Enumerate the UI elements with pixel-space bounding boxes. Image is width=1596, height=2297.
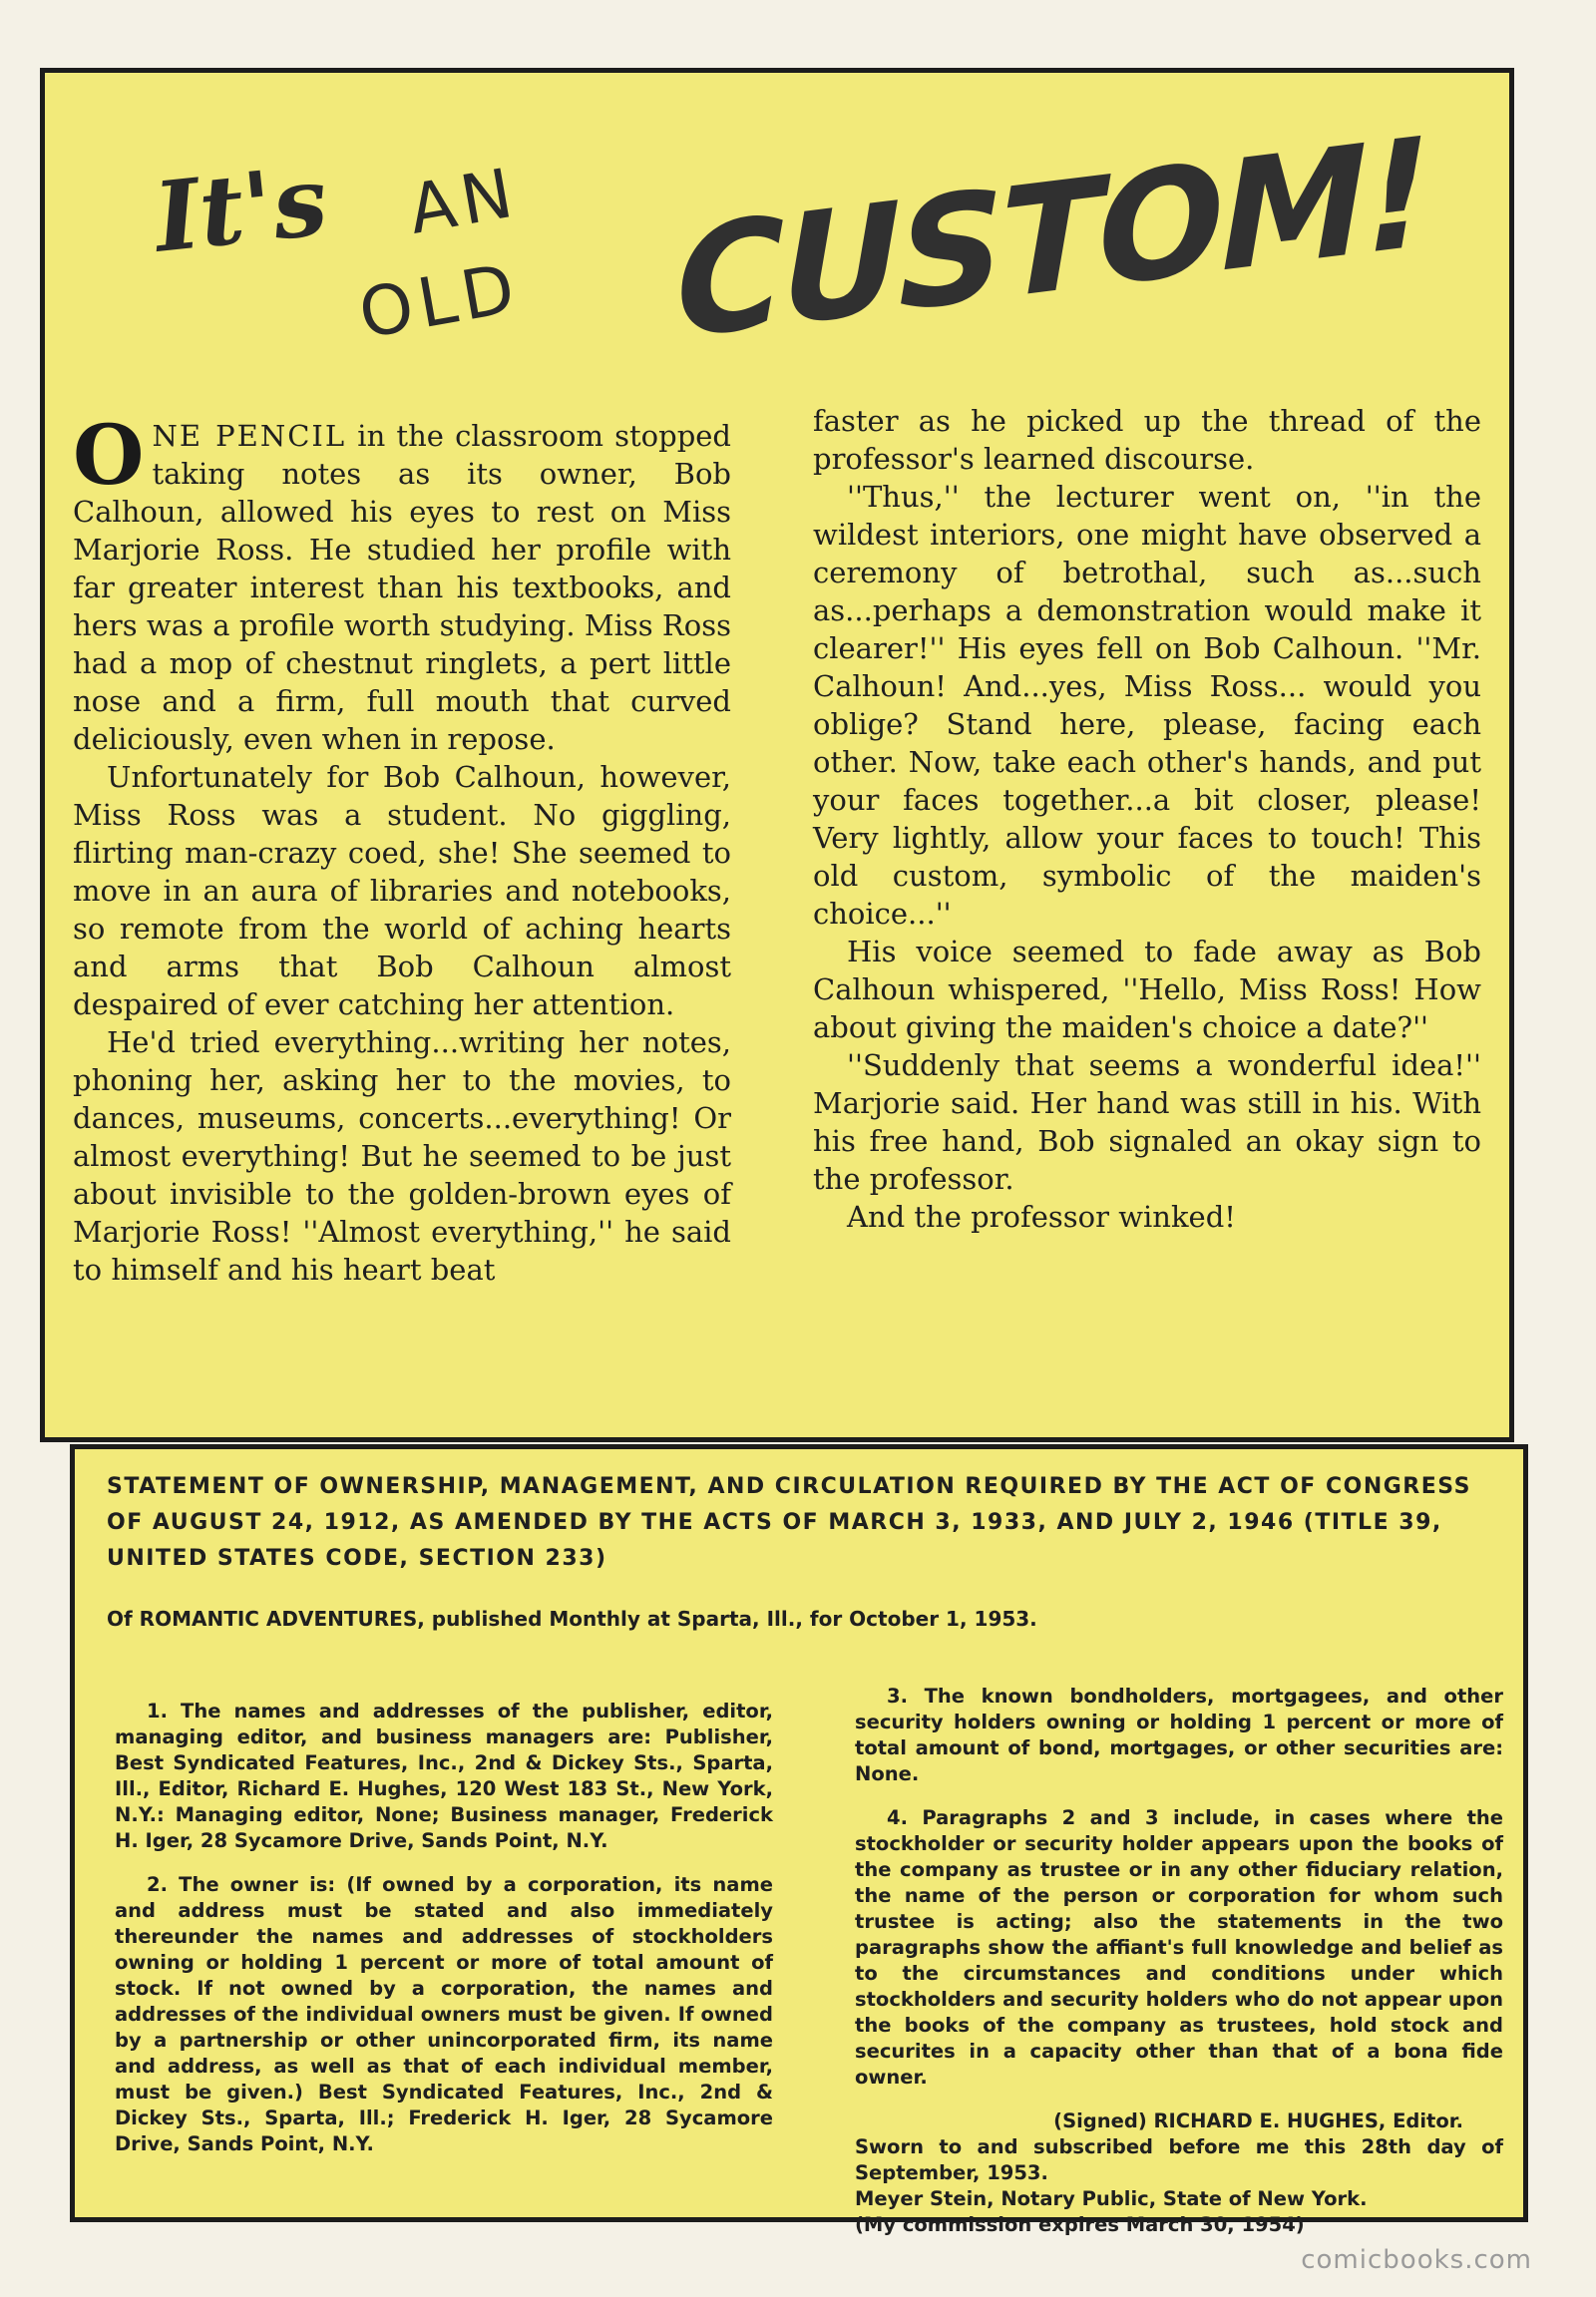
- story-text: in the classroom stopped taking notes as its owner, Bob Calhoun, allowed his eyes to rest on Miss Marjorie Ross. He studied her profile with far greater interest than his textbooks, and hers was a profile worth studying. Miss Ross had a mop of chestnut ringlets, a pert little nose and a firm, full mouth that curved deliciously, even when in repose.: [73, 419, 731, 756]
- statement-item-2: 2. The owner is: (If owned by a corporation, its name and address must be stated and also immediately thereunder the names and addresses of stockholders owning or holding 1 percent or more of total amount of stock. If not owned by a corporation, the names and addresses of the individual owners must be given. If owned by a partnership or other unincorporated firm, its name and address, as well as that of each individual member, must be given.) Best Syndicated Features, Inc., 2nd & Dickey Sts., Sparta, Ill.; Frederick H. Iger, 28 Sycamore Drive, Sands Point, N.Y.: [115, 1873, 773, 2155]
- statement-column-right: [855, 1684, 1503, 2238]
- drop-cap: O: [73, 408, 145, 504]
- story-title: [149, 106, 1451, 402]
- statement-item-4: 4. Paragraphs 2 and 3 include, in cases where the stockholder or security holder appears upon the books of the company as trustee or in any other fiduciary relation, the name of the person or corporation for whom such trustee is acting; also the statements in the two paragraphs show the affiant's full knowledge and belief as to the circumstances and conditions under which stockholders and security holders who do not appear upon the books of the company as trustees, hold stock and securites in a capacity other than that of a bona fide owner.: [855, 1806, 1503, 2089]
- story-paragraph: His voice seemed to fade away as Bob Calhoun whispered, ''Hello, Miss Ross! How about giving the maiden's choice a date?'': [813, 935, 1481, 1044]
- story-paragraph: [73, 408, 731, 758]
- story-paragraph: ''Suddenly that seems a wonderful idea!'' Marjorie said. Her hand was still in his. With his free hand, Bob signaled an okay sign to the professor.: [813, 1048, 1481, 1196]
- statement-panel: [70, 1444, 1528, 2236]
- story-column-right: [813, 402, 1481, 1236]
- title-custom: CUSTOM!: [674, 106, 1430, 373]
- story-paragraph: Unfortunately for Bob Calhoun, however, Miss Ross was a student. No giggling, flirting man-crazy coed, she! She seemed to move in an aura of libraries and notebooks, so remote from the world of aching hearts and arms that Bob Calhoun almost despaired of ever catching her attention.: [73, 760, 731, 1021]
- title-its: It's: [149, 144, 333, 274]
- story-paragraph: ''Thus,'' the lecturer went on, ''in the wildest interiors, one might have observed a ceremony of betrothal, such as...such as...perhaps a demonstration would make it clearer!'' His eyes fell on Bob Calhoun. ''Mr. Calhoun! And...yes, Miss Ross... would you oblige? Stand here, please, facing each other. Now, take each other's hands, and put your faces together...a bit closer, please! Very lightly, allow your faces to touch! This old custom, symbolic of the maiden's choice...'': [813, 480, 1481, 931]
- story-paragraph: And the professor winked!: [847, 1200, 1236, 1234]
- title-an: AN: [402, 154, 525, 250]
- statement-column-left: [115, 1699, 773, 2175]
- story-opening: NE PENCIL: [152, 419, 347, 453]
- statement-notary: Meyer Stein, Notary Public, State of New York.: [855, 2187, 1368, 2210]
- story-paragraph: He'd tried everything...writing her notes, phoning her, asking her to the movies, to dances, museums, concerts...everything! Or almost everything! But he seemed to be just about invisible to the golden-brown eyes of Marjorie Ross! ''Almost everything,'' he said to himself and his heart beat: [73, 1025, 731, 1287]
- title-old: OLD: [353, 248, 527, 355]
- statement-header: STATEMENT OF OWNERSHIP, MANAGEMENT, AND CIRCULATION REQUIRED BY THE ACT OF CONGRESS OF AUGUST 24, 1912, AS AMENDED BY THE ACTS OF MARCH 3, 1933, AND JULY 2, 1946 (TITLE 39, UNITED STATES CODE, SECTION 233): [107, 1474, 1471, 1571]
- statement-item-3: 3. The known bondholders, mortgagees, and other security holders owning or holding 1 percent or more of total amount of bond, mortgages, or other securities are: None.: [855, 1685, 1503, 1785]
- watermark: comicbooks.com: [1301, 2245, 1532, 2275]
- story-column-left: [73, 408, 731, 1289]
- statement-item-1: 1. The names and addresses of the publisher, editor, managing editor, and business managers are: Publisher, Best Syndicated Features, Inc., 2nd & Dickey Sts., Sparta, Ill., Editor, Richard E. Hughes, 120 West 183 St., New York, N.Y.: Managing editor, None; Business manager, Frederick H. Iger, 28 Sycamore Drive, Sands Point, N.Y.: [115, 1700, 773, 1852]
- statement-commission: (My commission expires March 30, 1954): [855, 2213, 1305, 2236]
- statement-publication: Of ROMANTIC ADVENTURES, published Monthly at Sparta, Ill., for October 1, 1953.: [107, 1607, 1037, 1631]
- story-paragraph: faster as he picked up the thread of the professor's learned discourse.: [813, 404, 1481, 476]
- story-panel: [40, 68, 1514, 1442]
- statement-signature: (Signed) RICHARD E. HUGHES, Editor.: [1053, 2109, 1463, 2132]
- statement-sworn: Sworn to and subscribed before me this 28th day of September, 1953.: [855, 2135, 1503, 2184]
